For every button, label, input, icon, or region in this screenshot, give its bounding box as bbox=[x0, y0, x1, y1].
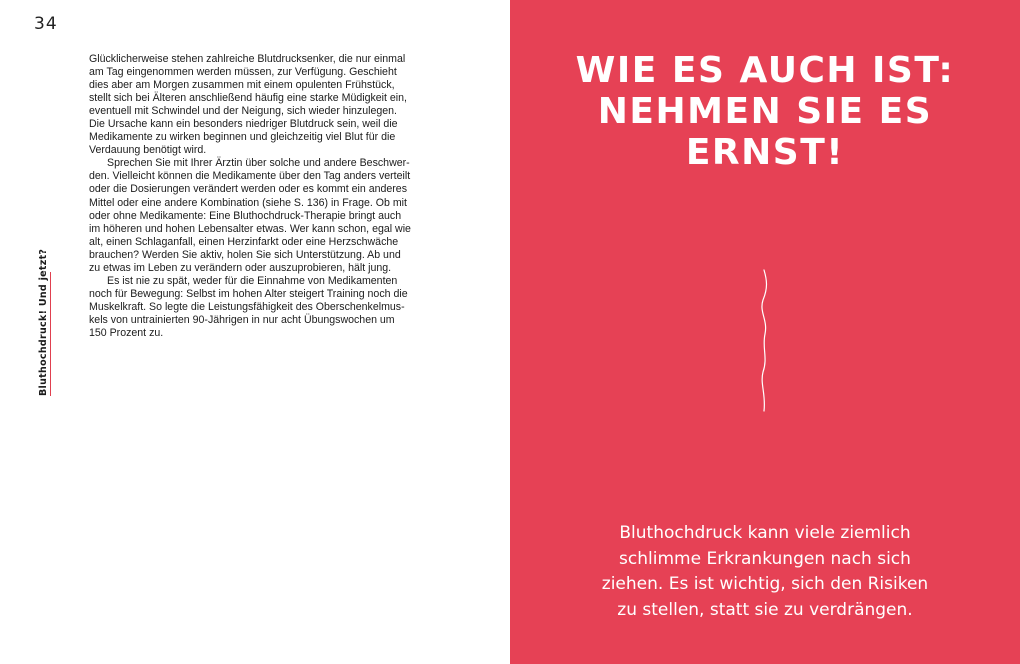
squiggle-divider bbox=[755, 268, 775, 413]
body-line: Sprechen Sie mit Ihrer Ärztin über solche und andere Beschwer- bbox=[107, 157, 410, 170]
body-line: den. Vielleicht können die Medikamente über den Tag anders verteilt bbox=[89, 170, 411, 183]
page-number: 34 bbox=[34, 14, 58, 34]
body-line: Verdauung benötigt wird. bbox=[89, 144, 207, 157]
body-line: Die Ursache kann ein besonders niedriger Blutdruck sein, weil die bbox=[89, 118, 398, 131]
body-line: Medikamente zu wirken beginnen und gleichzeitig viel Blut für die bbox=[89, 131, 396, 144]
subtext-line: Bluthochdruck kann viele ziemlich bbox=[619, 523, 911, 543]
body-line: Es ist nie zu spät, weder für die Einnahme von Medikamenten bbox=[107, 274, 398, 287]
headline-line: NEHMEN SIE ES bbox=[597, 91, 933, 132]
subtext-line: zu stellen, statt sie zu verdrängen. bbox=[617, 599, 913, 620]
subtext bbox=[510, 521, 1020, 623]
body-line: im höheren und hohen Lebensalter etwas. Wer kann schon, egal wie bbox=[89, 222, 411, 235]
body-line: Mittel oder eine andere Kombination (siehe S. 136) in Frage. Ob mit bbox=[89, 196, 407, 209]
body-line: stellt sich bei Älteren anschließend häufig eine starke Müdigkeit ein, bbox=[89, 92, 407, 105]
headline-line: WIE ES AUCH IST: bbox=[575, 50, 955, 91]
body-line: eventuell mit Schwindel und der Neigung, sich wieder hinzulegen. bbox=[89, 105, 397, 118]
body-line: zu etwas im Leben zu verändern oder auszuprobieren, hält jung. bbox=[89, 261, 392, 274]
subtext-line: schlimme Erkrankungen nach sich bbox=[619, 548, 911, 569]
headline bbox=[510, 50, 1020, 173]
body-line: alt, einen Schlaganfall, einen Herzinfarkt oder eine Herzschwäche bbox=[89, 235, 399, 248]
subtext-line: ziehen. Es ist wichtig, sich den Risiken bbox=[601, 574, 929, 594]
body-line: Muskelkraft. So legte die Leistungsfähigkeit des Oberschenkelmus- bbox=[89, 300, 405, 313]
body-line: oder die Dosierungen verändert werden oder es kommt ein anderes bbox=[89, 183, 407, 196]
body-line: noch für Bewegung: Selbst im hohen Alter steigert Training noch die bbox=[89, 287, 408, 300]
body-line: Glücklicherweise stehen zahlreiche Blutdrucksenker, die nur einmal bbox=[89, 53, 406, 65]
section-label: Bluthochdruck! Und jetzt? bbox=[38, 248, 49, 396]
right-page bbox=[510, 0, 1020, 664]
body-line: dies aber am Morgen zusammen mit einem opulenten Frühstück, bbox=[89, 79, 395, 92]
body-line: kels von untrainierten 90-Jährigen in nur acht Übungswochen um bbox=[89, 313, 395, 326]
body-text bbox=[89, 53, 423, 340]
body-line: oder ohne Medikamente: Eine Bluthochdruck-Therapie bringt auch bbox=[89, 209, 402, 222]
section-label-rule bbox=[50, 272, 51, 396]
body-line: am Tag eingenommen werden müssen, zur Verfügung. Geschieht bbox=[89, 66, 397, 79]
headline-line: ERNST! bbox=[685, 132, 845, 173]
body-line: 150 Prozent zu. bbox=[89, 326, 164, 339]
body-line: brauchen? Werden Sie aktiv, holen Sie sich Unterstützung. Ab und bbox=[89, 248, 401, 261]
